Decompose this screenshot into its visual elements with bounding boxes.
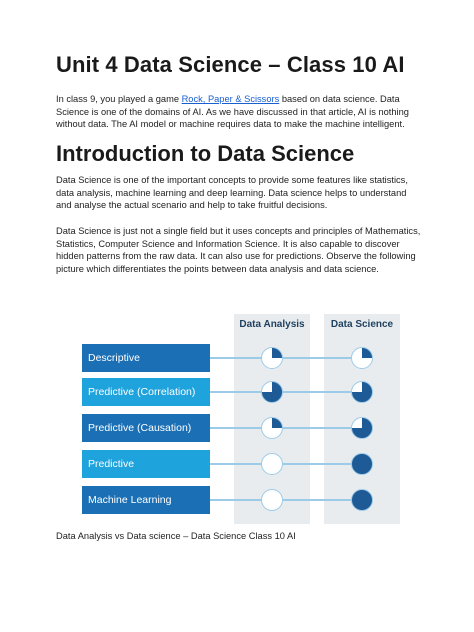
row-label-descriptive: Descriptive (82, 344, 210, 372)
data-analysis-indicator-predictive-correlation (261, 381, 283, 403)
page-title: Unit 4 Data Science – Class 10 AI (56, 52, 405, 77)
paragraph-1: Data Science is one of the important concepts to provide some features like statistics, data analysis, machine learning and deep learning. Data science helps to understand and analyse the actual scenario and help to take fruitful decisions. (56, 175, 408, 211)
data-analysis-indicator-predictive (261, 453, 283, 475)
comparison-figure (78, 306, 414, 524)
figure-caption: Data Analysis vs Data science – Data Science Class 10 AI (56, 531, 296, 541)
row-label-predictive-causation: Predictive (Causation) (82, 414, 210, 442)
data-science-indicator-predictive (351, 453, 373, 475)
rock-paper-scissors-link[interactable]: Rock, Paper & Scissors (181, 94, 280, 104)
intro-paragraph (56, 93, 424, 131)
data-analysis-indicator-machine-learning (261, 489, 283, 511)
data-science-indicator-descriptive (351, 347, 373, 369)
paragraph-2: Data Science is just not a single field but it uses concepts and principles of Mathematics, Statistics, Computer Science and Information Science. It is also capable to discover hidden patterns from the raw data. It can also use for predictions. Observe the following picture which differentiates the points between data analysis and data science. (56, 226, 421, 274)
section-heading: Introduction to Data Science (56, 141, 355, 166)
data-analysis-indicator-predictive-causation (261, 417, 283, 439)
row-label-machine-learning: Machine Learning (82, 486, 210, 514)
intro-text-before: In class 9, you played a game (56, 94, 182, 104)
data-science-header: Data Science (330, 319, 394, 330)
data-science-indicator-machine-learning (351, 489, 373, 511)
data-analysis-indicator-descriptive (261, 347, 283, 369)
data-science-indicator-predictive-causation (351, 417, 373, 439)
data-analysis-header: Data Analysis (239, 319, 305, 330)
row-label-predictive-correlation: Predictive (Correlation) (82, 378, 210, 406)
data-science-indicator-predictive-correlation (351, 381, 373, 403)
row-label-predictive: Predictive (82, 450, 210, 478)
intro-text-after: based on data science. Data Science is one of the domains of AI. As we have discussed in that article, AI is nothing without data. The AI model or machine requires data to make the machine intelligent. (56, 94, 409, 130)
